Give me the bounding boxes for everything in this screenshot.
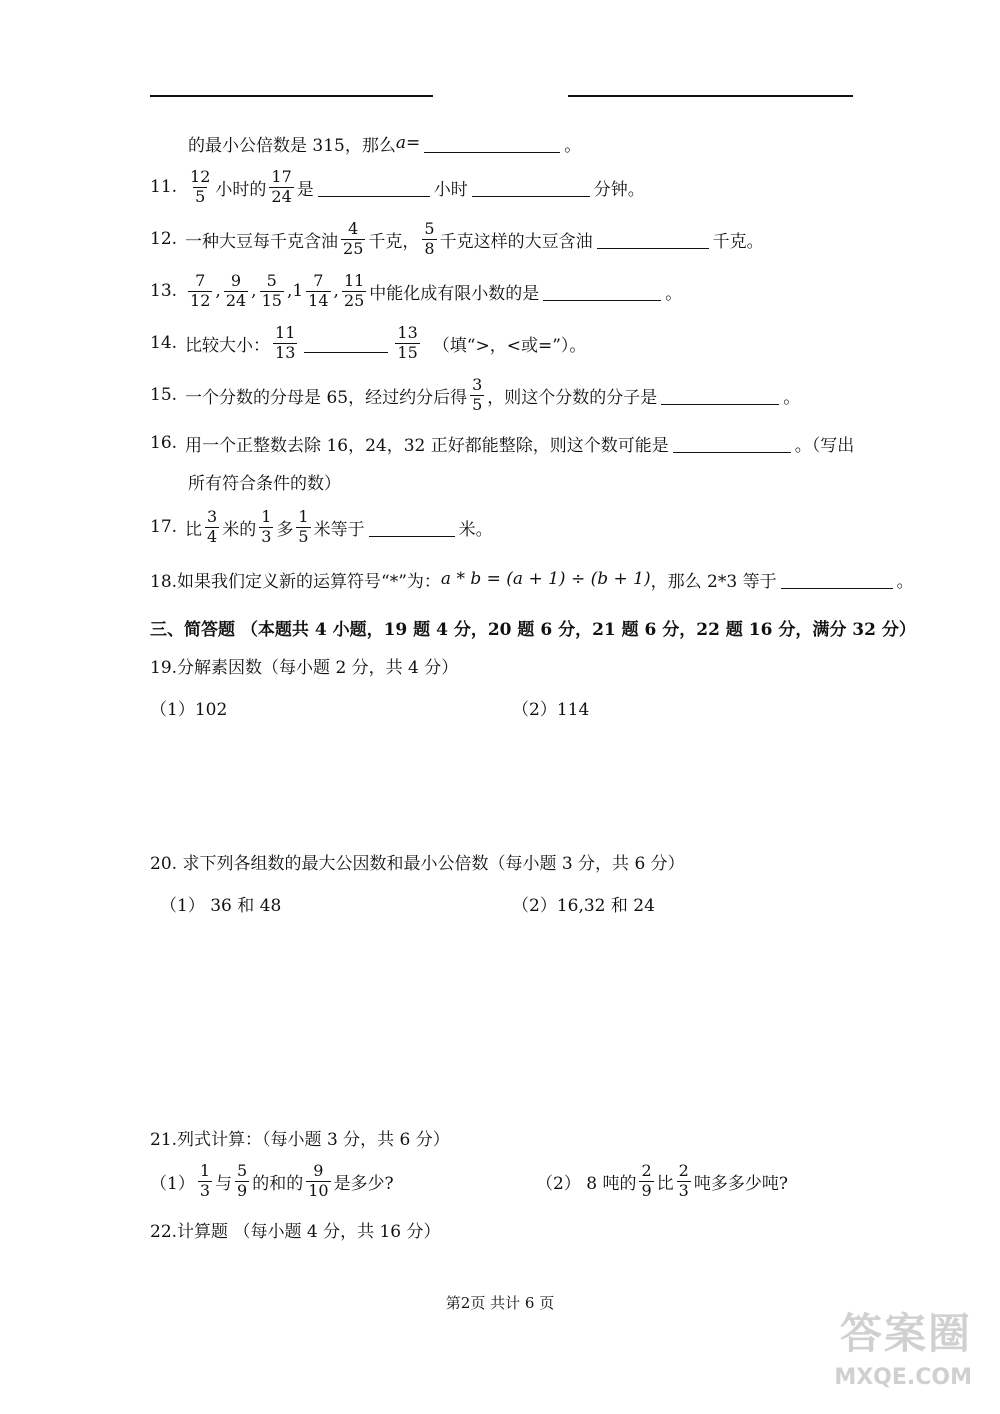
question-text: 比	[185, 519, 203, 540]
question-text: 中能化成有限小数的是	[369, 283, 540, 304]
question-text: 千克这样的大豆含油	[439, 231, 593, 252]
part-label: （1）	[150, 1173, 195, 1194]
question-22-title	[150, 1206, 441, 1252]
question-number: 17.	[150, 517, 178, 537]
q10-end: 。	[564, 135, 582, 156]
question-text: 比	[656, 1173, 674, 1194]
question-18	[150, 556, 914, 602]
q10-continuation	[188, 120, 581, 166]
fraction: $\frac{7}{12}$	[190, 270, 211, 310]
question-text: （填“>，<或=”）。	[432, 335, 587, 356]
separator: ,	[333, 281, 339, 301]
fraction: $\frac{5}{9}$	[237, 1160, 248, 1200]
fraction: $\frac{11}{13}$	[275, 322, 296, 362]
answer-blank[interactable]	[472, 178, 590, 197]
q19-part-1: （1）102	[150, 700, 228, 720]
question-12	[150, 216, 764, 262]
answer-blank[interactable]	[673, 434, 791, 453]
fraction: $\frac{5}{8}$	[424, 218, 435, 258]
question-text: 。	[783, 387, 801, 408]
separator: ,	[251, 281, 257, 301]
question-title: 22.计算题 （每小题 4 分，共 16 分）	[150, 1221, 441, 1242]
q21-part-2	[536, 1158, 788, 1204]
question-text: 米等于	[313, 519, 365, 540]
question-number: 13.	[150, 281, 178, 301]
q21-part-1	[150, 1158, 394, 1204]
mixed-whole: 1	[292, 281, 304, 301]
answer-blank[interactable]	[661, 386, 779, 405]
question-title: 19.分解素因数（每小题 2 分，共 4 分）	[150, 657, 459, 678]
q20-part-2: （2）16,32 和 24	[512, 896, 655, 916]
question-text: 用一个正整数去除 16，24，32 正好都能整除，则这个数可能是	[185, 435, 669, 456]
watermark-text: 答案圈	[839, 1309, 972, 1358]
question-20-title	[150, 838, 685, 884]
question-13	[150, 268, 682, 314]
fraction: $\frac{13}{15}$	[397, 322, 418, 362]
question-17	[150, 504, 493, 550]
fraction: $\frac{11}{25}$	[343, 270, 365, 310]
question-21-title	[150, 1114, 450, 1160]
question-text: 是	[296, 179, 314, 200]
q19-part-2: （2）114	[512, 700, 590, 720]
fraction: $\frac{1}{3}$	[199, 1160, 211, 1200]
header-rule-right	[568, 95, 853, 97]
question-number: 11.	[150, 177, 178, 197]
question-text: 小时	[433, 179, 468, 200]
q10-var: a	[395, 133, 406, 153]
question-14	[150, 320, 586, 366]
watermark-domain: MXQE.COM	[834, 1365, 972, 1390]
watermark-logo	[802, 1301, 972, 1396]
answer-blank[interactable]	[318, 178, 430, 197]
fraction: $\frac{17}{24}$	[271, 166, 292, 206]
question-number: 15.	[150, 385, 178, 405]
question-text: 。	[665, 283, 683, 304]
question-text: 千克，	[368, 231, 420, 252]
question-text: 吨多多少吨?	[693, 1173, 788, 1194]
answer-blank[interactable]	[424, 134, 560, 153]
question-title: 20. 求下列各组数的最大公因数和最小公倍数（每小题 3 分，共 6 分）	[150, 853, 685, 874]
fraction: $\frac{5}{15}$	[261, 270, 282, 310]
question-text: 比较大小：	[185, 335, 271, 356]
question-text: 。（写出	[794, 435, 855, 456]
question-text: 千克。	[712, 231, 764, 252]
q20-part-1: （1） 36 和 48	[160, 896, 282, 916]
question-text: 是多少?	[333, 1173, 394, 1194]
question-text: ，则这个分数的分子是	[487, 387, 658, 408]
question-text: 所有符合条件的数）	[188, 473, 341, 494]
fraction: $\frac{1}{5}$	[298, 506, 309, 546]
question-text: 一种大豆每千克含油	[185, 231, 339, 252]
answer-blank[interactable]	[597, 230, 709, 249]
question-text: 的和的	[252, 1173, 304, 1194]
fraction: $\frac{3}{4}$	[207, 506, 218, 546]
separator: ,	[286, 281, 293, 301]
fraction: $\frac{9}{24}$	[225, 270, 247, 310]
operation-formula: a * b = (a + 1) ÷ (b + 1)	[440, 569, 651, 589]
question-16-cont	[188, 458, 341, 504]
question-19-title	[150, 642, 458, 688]
question-text: 米。	[458, 519, 493, 540]
fraction: $\frac{1}{3}$	[261, 506, 272, 546]
separator: ,	[215, 281, 221, 301]
question-text: 。	[896, 571, 914, 592]
fraction: $\frac{2}{9}$	[641, 1160, 652, 1200]
fraction: $\frac{7}{14}$	[308, 270, 329, 310]
answer-blank[interactable]	[781, 570, 893, 589]
answer-blank[interactable]	[304, 334, 388, 353]
answer-blank[interactable]	[543, 282, 661, 301]
fraction: $\frac{2}{3}$	[678, 1160, 689, 1200]
q10-eq: =	[406, 133, 421, 153]
question-number: 16.	[150, 433, 178, 453]
question-text: 与	[215, 1173, 233, 1194]
question-number: 12.	[150, 229, 178, 249]
section-title: 三、简答题 （本题共 4 小题，19 题 4 分，20 题 6 分，21 题 6 分，22 题 16 分，满分 32 分）	[150, 619, 916, 640]
fraction: $\frac{9}{10}$	[308, 1160, 329, 1200]
question-number: 14.	[150, 333, 178, 353]
fraction: $\frac{3}{5}$	[472, 374, 483, 414]
question-text: ，那么 2*3 等于	[650, 571, 777, 592]
question-text: 一个分数的分母是 65，经过约分后得	[185, 387, 468, 408]
question-text: 18.如果我们定义新的运算符号“*”为：	[150, 571, 441, 592]
page-footer: 第2页 共计 6 页	[445, 1294, 555, 1312]
question-text: 分钟。	[593, 179, 645, 200]
question-title: 21.列式计算：（每小题 3 分，共 6 分）	[150, 1129, 450, 1150]
fraction: $\frac{4}{25}$	[343, 218, 364, 258]
question-text: 多	[276, 519, 294, 540]
answer-blank[interactable]	[369, 518, 455, 537]
header-rule-left	[150, 95, 433, 97]
q10-text: 的最小公倍数是 315，那么	[188, 135, 396, 156]
fraction: $\frac{12}{5}$	[190, 166, 211, 206]
question-11	[150, 164, 645, 210]
question-text: 小时的	[215, 179, 267, 200]
question-text: （2） 8 吨的	[536, 1173, 637, 1194]
question-text: 米的	[222, 519, 257, 540]
question-15	[150, 372, 800, 418]
